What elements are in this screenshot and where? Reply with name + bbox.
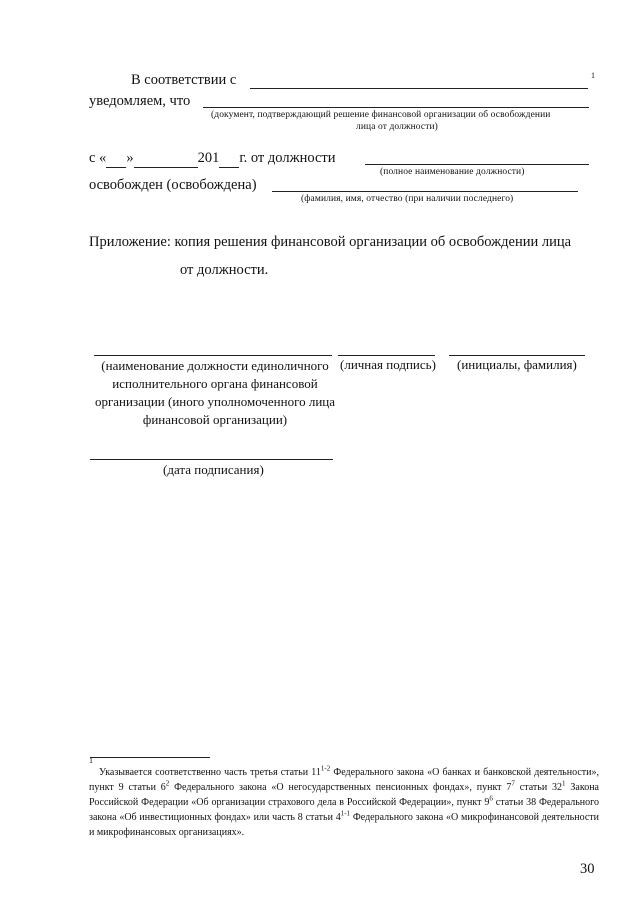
footnote-sup-4: 1	[562, 779, 566, 788]
appendix-line-2: от должности.	[180, 262, 269, 278]
intro-line-2: уведомляем, что	[89, 93, 191, 109]
name-blank-line	[272, 191, 578, 192]
document-caption-1: (документ, подтверждающий решение финансовой организации об освобождении	[211, 110, 551, 120]
date-signed-line	[90, 459, 333, 460]
initials-caption: (инициалы, фамилия)	[457, 357, 577, 372]
footnote-sup-5: 6	[489, 794, 493, 803]
personal-signature-line	[338, 355, 435, 356]
basis-blank-line	[250, 88, 588, 89]
footnote-sup-2: 2	[165, 779, 170, 788]
position-caption-line-3: организации (иного уполномоченного лица	[94, 394, 336, 409]
footnote-part-5: Закона Российской Федерации «Об организации страхового дела в Российской Федерации», пункт 9	[89, 782, 599, 808]
date-signed-caption: (дата подписания)	[163, 462, 264, 477]
position-caption: (полное наименование должности)	[380, 167, 525, 177]
footnote-sup-3: 7	[511, 779, 515, 788]
intro-text-1: В соответствии с	[131, 72, 237, 88]
name-caption: (фамилия, имя, отчество (при наличии последнего)	[301, 194, 514, 204]
page-number: 30	[580, 861, 595, 877]
year-blank	[219, 150, 239, 168]
document-blank-line	[203, 107, 589, 108]
date-prefix: с «	[89, 150, 107, 166]
date-year: 201	[197, 150, 220, 166]
position-caption-block	[90, 357, 340, 429]
footnote-mark: 1	[89, 756, 93, 765]
position-signature-line	[94, 355, 332, 356]
footnote-text	[89, 765, 599, 840]
footnote-reference: 1	[591, 71, 595, 80]
date-line	[89, 150, 336, 168]
footnote-part-6: статьи 38 Федерального закона «Об инвестиционных фондах» или часть 8 статьи 4	[89, 797, 599, 823]
position-blank-line	[365, 164, 589, 165]
footnote-sup-6: 1-1	[340, 809, 351, 818]
footnote-sup-1: 1-2	[320, 764, 331, 773]
intro-line-1	[131, 72, 236, 89]
position-caption-line-4: финансовой организации)	[142, 412, 288, 427]
released-label: освобожден (освобождена)	[89, 177, 257, 193]
footnote-part-4: статьи 32	[514, 782, 563, 793]
document-caption-2: лица от должности)	[356, 122, 438, 132]
date-quote-close: »	[126, 150, 134, 166]
position-caption-line-1: (наименование должности единоличного	[101, 358, 329, 373]
appendix-line-1: Приложение: копия решения финансовой организации об освобождении лица	[89, 234, 572, 250]
footnote-part-2: Федерального закона «О банках и банковской деятельности», пункт 9 статьи 6	[89, 767, 600, 793]
footnote-part-7: Федерального закона «О микрофинансовой деятельности и микрофинансовых организациях».	[89, 812, 599, 838]
day-blank	[106, 150, 126, 168]
signature-caption: (личная подпись)	[340, 357, 436, 372]
footnote-separator	[90, 757, 210, 758]
position-caption-line-2: исполнительного органа финансовой	[112, 376, 318, 391]
month-blank	[134, 150, 198, 168]
footnote-part-1: Указывается соответственно часть третья статьи 11	[99, 767, 321, 778]
initials-signature-line	[449, 355, 585, 356]
date-suffix: г. от должности	[239, 150, 336, 166]
footnote-part-3: Федерального закона «О негосударственных пенсионных фондах», пункт 7	[169, 782, 512, 793]
